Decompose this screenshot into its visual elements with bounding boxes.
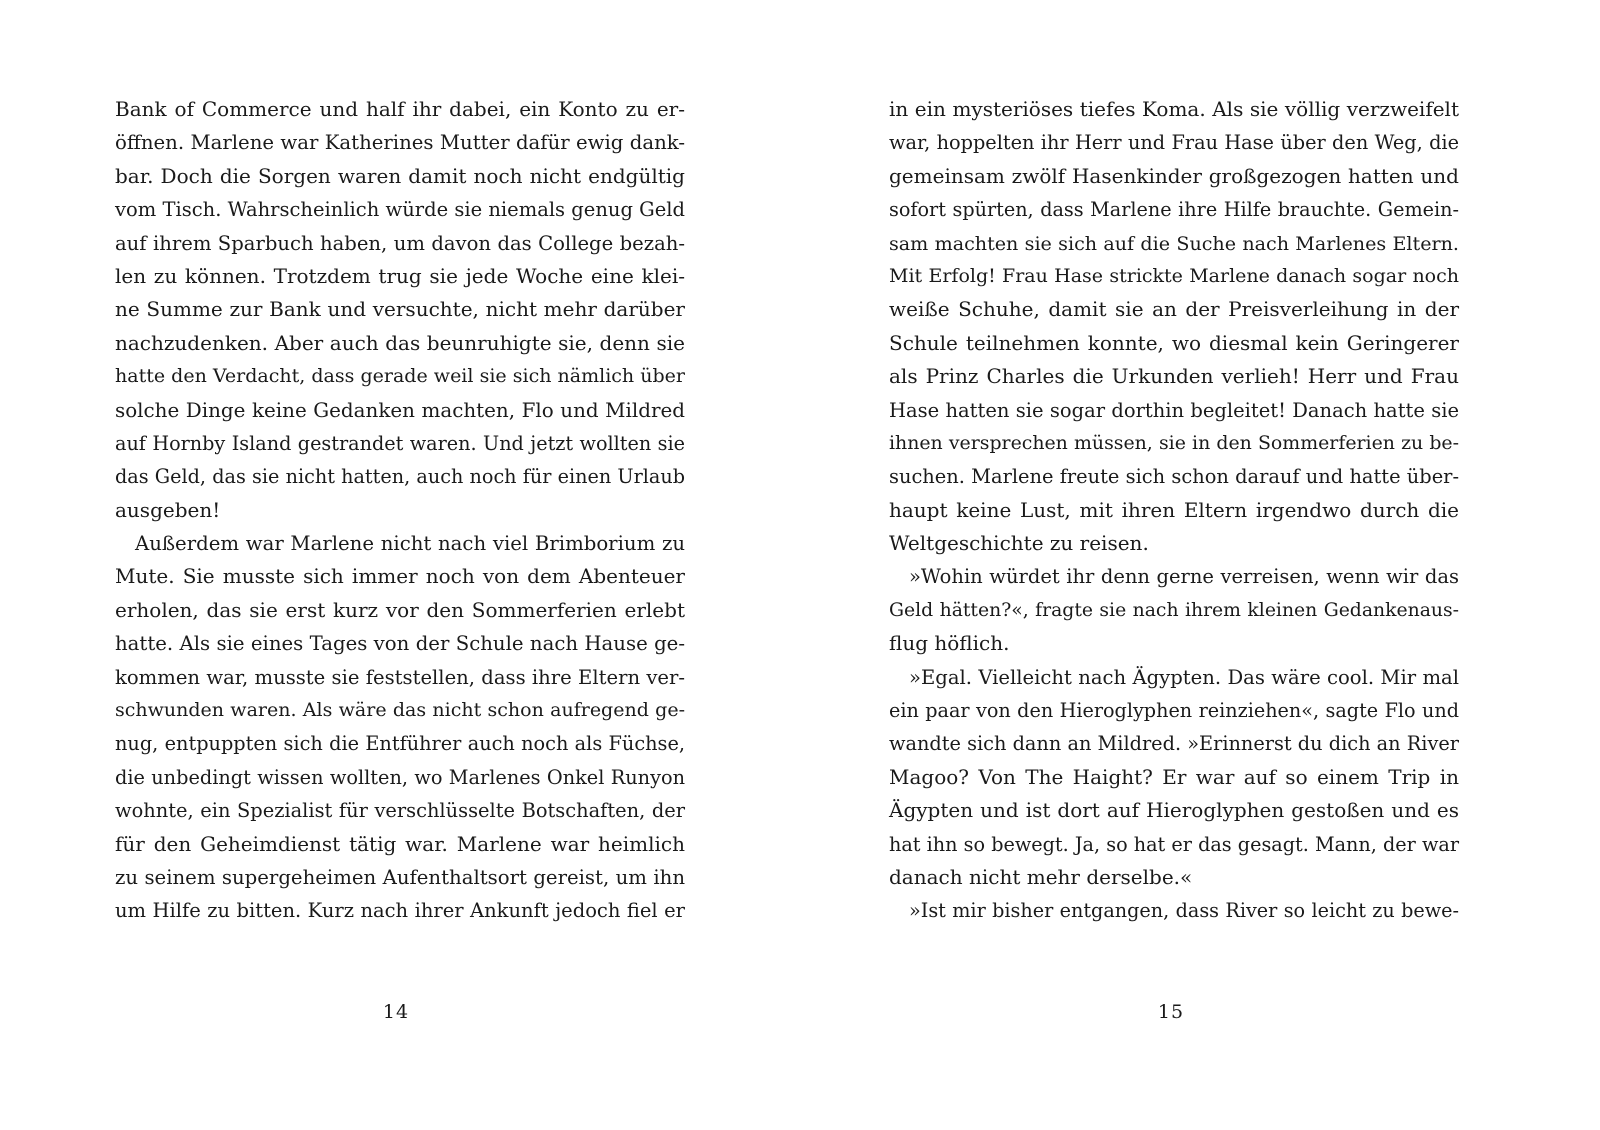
text-line: nug, entpuppten sich die Entführer auch noch als Füchse, <box>115 732 685 756</box>
text-line: das Geld, das sie nicht hatten, auch noch für einen Urlaub <box>115 465 685 489</box>
text-line: als Prinz Charles die Urkunden verlieh! Herr und Frau <box>889 364 1459 389</box>
text-line: len zu können. Trotzdem trug sie jede Woche eine klei- <box>115 263 685 288</box>
text-line: haupt keine Lust, mit ihren Eltern irgendwo durch die <box>889 497 1459 522</box>
text-line: Bank of Commerce und half ihr dabei, ein Konto zu er- <box>115 97 685 121</box>
text-line: Mute. Sie musste sich immer noch von dem Abenteuer <box>115 564 685 589</box>
text-line: Hase hatten sie sogar dorthin begleitet! Danach hatte sie <box>889 398 1459 422</box>
text-line: in ein mysteriöses tiefes Koma. Als sie völlig verzweifelt <box>889 97 1459 121</box>
text-line: Außerdem war Marlene nicht nach viel Brimborium zu <box>135 532 685 556</box>
text-line: gemeinsam zwölf Hasenkinder großgezogen hatten und <box>889 163 1459 188</box>
text-line: ihnen versprechen müssen, sie in den Sommerferien zu be- <box>889 431 1459 454</box>
text-line: weiße Schuhe, damit sie an der Preisverleihung in der <box>889 297 1459 322</box>
left-page-text <box>115 93 685 928</box>
right-page-text <box>889 93 1459 928</box>
text-line: wandte sich dann an Mildred. »Erinnerst du dich an River <box>889 732 1459 756</box>
text-line: »Ist mir bisher entgangen, dass River so leicht zu bewe- <box>909 899 1459 923</box>
text-line: hatte. Als sie eines Tages von der Schule nach Hause ge- <box>115 632 685 656</box>
text-line: ne Summe zur Bank und versuchte, nicht mehr darüber <box>115 297 685 322</box>
right-page-number: 15 <box>1157 1001 1185 1023</box>
text-line: solche Dinge keine Gedanken machten, Flo und Mildred <box>115 398 685 422</box>
text-line: ausgeben! <box>115 497 221 522</box>
text-line: hatte den Verdacht, dass gerade weil sie sich nämlich über <box>115 365 685 388</box>
text-line: auf ihrem Sparbuch haben, um davon das College bezah- <box>115 231 685 255</box>
text-line: ein paar von den Hieroglyphen reinziehen«, sagte Flo und <box>889 699 1459 723</box>
text-line: war, hoppelten ihr Herr und Frau Hase über den Weg, die <box>889 131 1459 155</box>
text-line: vom Tisch. Wahrscheinlich würde sie niemals genug Geld <box>115 198 685 222</box>
text-line: sofort spürten, dass Marlene ihre Hilfe brauchte. Gemein- <box>889 198 1459 222</box>
text-line: flug höflich. <box>889 631 1010 656</box>
text-line: suchen. Marlene freute sich schon darauf und hatte über- <box>889 465 1459 489</box>
text-line: die unbedingt wissen wollten, wo Marlenes Onkel Runyon <box>115 765 685 789</box>
text-line: für den Geheimdienst tätig war. Marlene war heimlich <box>115 831 685 856</box>
text-line: öffnen. Marlene war Katherines Mutter dafür ewig dank- <box>115 131 685 155</box>
text-line: auf Hornby Island gestrandet waren. Und jetzt wollten sie <box>115 431 685 455</box>
text-line: »Egal. Vielleicht nach Ägypten. Das wäre cool. Mir mal <box>909 665 1459 689</box>
text-line: erholen, das sie erst kurz vor den Sommerferien erlebt <box>115 597 685 622</box>
left-page-number: 14 <box>382 1001 410 1023</box>
text-line: »Wohin würdet ihr denn gerne verreisen, wenn wir das <box>909 565 1459 589</box>
text-line: schwunden waren. Als wäre das nicht schon aufregend ge- <box>115 699 685 722</box>
text-line: bar. Doch die Sorgen waren damit noch nicht endgültig <box>115 163 685 188</box>
text-line: Geld hätten?«, fragte sie nach ihrem kleinen Gedankenaus- <box>889 599 1459 621</box>
text-line: Mit Erfolg! Frau Hase strickte Marlene danach sogar noch <box>889 264 1459 287</box>
text-line: um Hilfe zu bitten. Kurz nach ihrer Ankunft jedoch fiel er <box>115 899 685 923</box>
text-line: nachzudenken. Aber auch das beunruhigte sie, denn sie <box>115 330 685 355</box>
text-line: wohnte, ein Spezialist für verschlüsselte Botschaften, der <box>115 799 685 823</box>
right-page <box>800 0 1600 1130</box>
text-line: zu seinem supergeheimen Aufenthaltsort gereist, um ihn <box>115 865 685 889</box>
text-line: kommen war, musste sie feststellen, dass ihre Eltern ver- <box>115 665 685 689</box>
text-line: danach nicht mehr derselbe.« <box>889 864 1193 889</box>
text-line: sam machten sie sich auf die Suche nach Marlenes Eltern. <box>889 231 1459 255</box>
text-line: Weltgeschichte zu reisen. <box>889 531 1149 556</box>
text-line: Ägypten und ist dort auf Hieroglyphen gestoßen und es <box>889 798 1459 823</box>
text-line: hat ihn so bewegt. Ja, so hat er das gesagt. Mann, der war <box>889 832 1459 856</box>
text-line: Schule teilnehmen konnte, wo diesmal kein Geringerer <box>889 330 1459 355</box>
text-line: Magoo? Von The Haight? Er war auf so einem Trip in <box>889 764 1459 789</box>
